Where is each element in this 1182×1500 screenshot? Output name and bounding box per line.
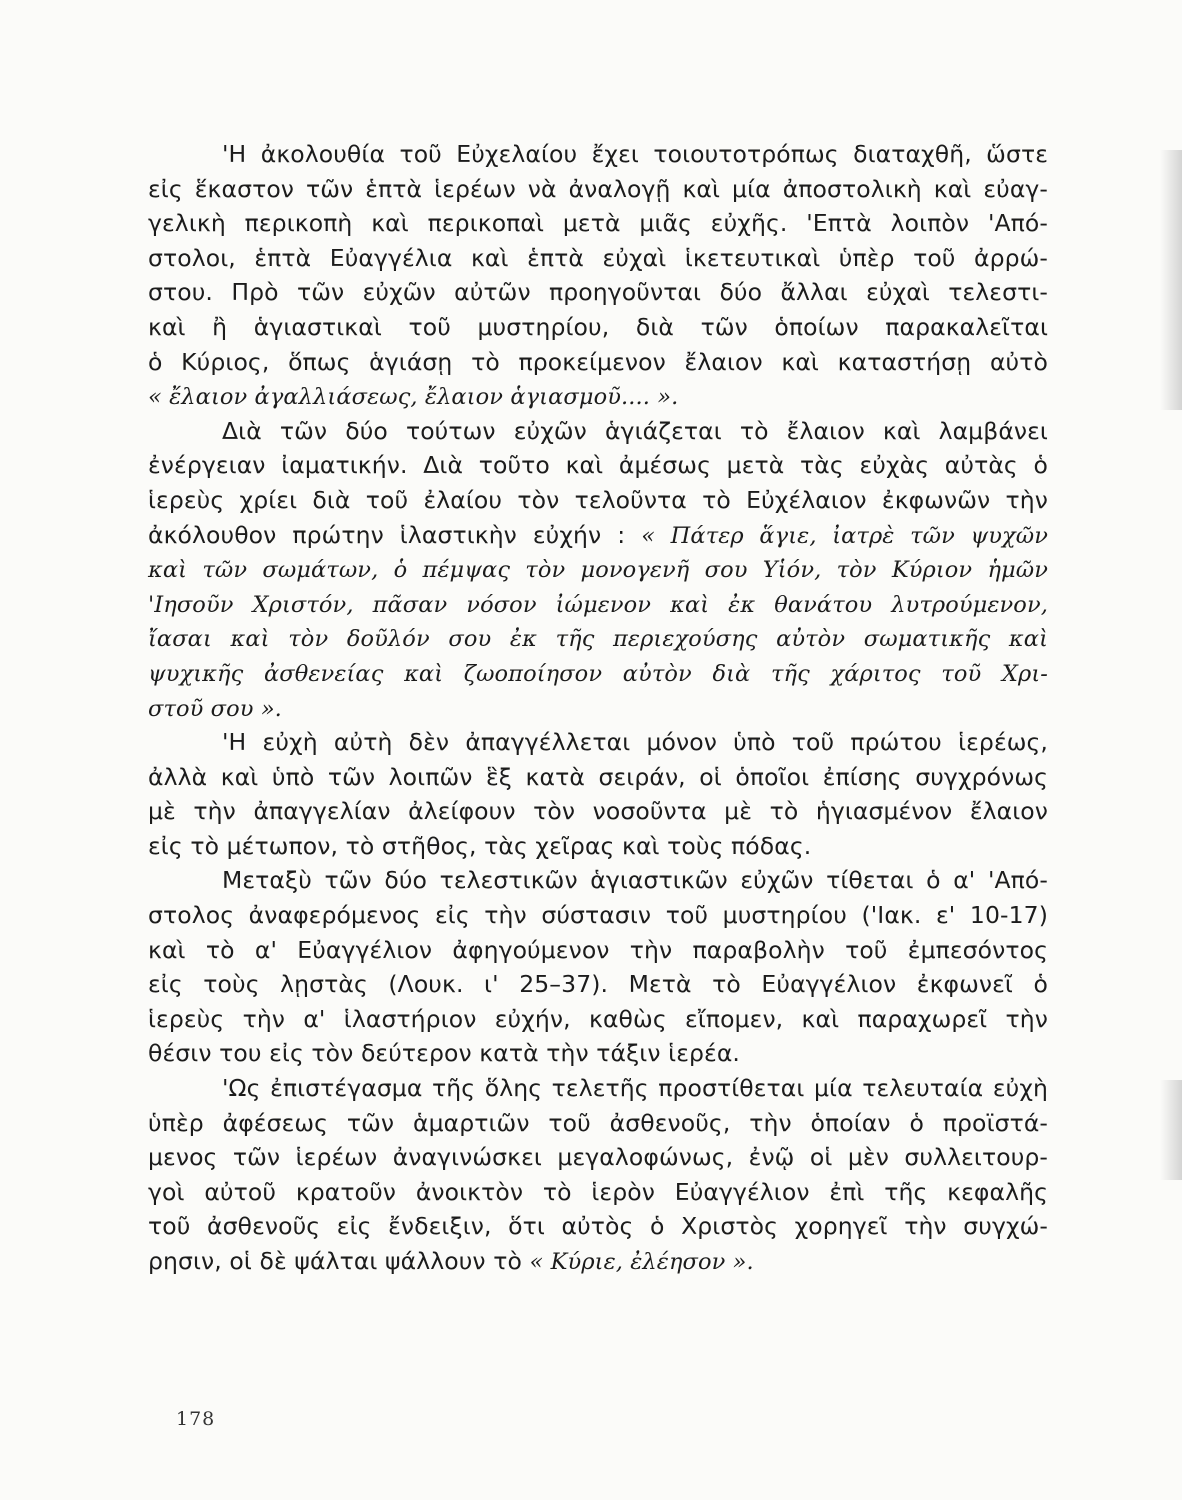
text-line <box>148 275 1048 310</box>
line-text: ἱερεὺς τὴν α' ἱλαστήριον εὐχήν, καθὼς εἴπομεν, καὶ παραχωρεῖ τὴν <box>148 1004 1048 1033</box>
scan-edge-shadow-bottom <box>1160 1080 1182 1180</box>
text-line <box>148 414 1048 449</box>
text-line <box>148 725 1048 760</box>
text-line <box>148 1071 1048 1106</box>
text-line <box>148 1036 1048 1071</box>
line-text: ρησιν, οἱ δὲ ψάλται ψάλλουν τὸ <box>148 1247 530 1275</box>
line-text: ὁ Κύριος, ὅπως ἁγιάσῃ τὸ προκείμενον ἔλαιον καὶ καταστήσῃ αὐτὸ <box>148 347 1048 376</box>
text-line <box>148 345 1048 380</box>
text-line <box>148 448 1048 483</box>
line-text: ἀκόλουθον πρώτην ἱλαστικὴν εὐχήν : <box>148 520 642 549</box>
line-text: εἰς ἕκαστον τῶν ἑπτὰ ἱερέων νὰ ἀναλογῇ καὶ μία ἀποστολικὴ καὶ εὐαγ- <box>148 174 1048 203</box>
line-text: ἀλλὰ καὶ ὑπὸ τῶν λοιπῶν ἓξ κατὰ σειράν, οἱ ὁποῖοι ἐπίσης συγχρόνως <box>148 762 1048 791</box>
quoted-prayer-text: 'Ιησοῦν Χριστόν, πᾶσαν νόσον ἰώμενον καὶ ἐκ θανάτου λυτρούμενον, <box>148 591 1048 618</box>
text-line <box>148 1175 1048 1210</box>
quoted-prayer-text: « Πάτερ ἅγιε, ἰατρὲ τῶν ψυχῶν <box>641 522 1048 549</box>
text-line <box>148 1209 1048 1244</box>
text-line <box>148 898 1048 933</box>
quoted-prayer-text: « ἔλαιον ἀγαλλιάσεως, ἔλαιον ἁγιασμοῦ.... ». <box>148 384 679 411</box>
line-text: 'Η ἀκολουθία τοῦ Εὐχελαίου ἔχει τοιουτοτρόπως διαταχθῆ, ὥστε <box>222 140 1048 168</box>
text-line <box>148 1002 1048 1037</box>
text-line <box>148 760 1048 795</box>
quoted-prayer-text: καὶ τῶν σωμάτων, ὁ πέμψας τὸν μονογενῆ σου Υἱόν, τὸν Κύριον ἡμῶν <box>148 557 1048 584</box>
line-text: μενος τῶν ἱερέων ἀναγινώσκει μεγαλοφώνως, ἐνῷ οἱ μὲν συλλειτουρ- <box>148 1143 1048 1172</box>
text-line <box>148 656 1048 691</box>
line-text: θέσιν του εἰς τὸν δεύτερον κατὰ τὴν τάξιν ἱερέα. <box>148 1039 740 1068</box>
text-line <box>148 794 1048 829</box>
text-line <box>148 1106 1048 1141</box>
line-text: ἐνέργειαν ἰαματικήν. Διὰ τοῦτο καὶ ἀμέσως μετὰ τὰς εὐχὰς αὐτὰς ὁ <box>148 451 1048 480</box>
line-text: ἱερεὺς χρίει διὰ τοῦ ἐλαίου τὸν τελοῦντα τὸ Εὐχέλαιον ἐκφωνῶν τὴν <box>148 485 1048 514</box>
line-text: Διὰ τῶν δύο τούτων εὐχῶν ἁγιάζεται τὸ ἔλαιον καὶ λαμβάνει <box>222 416 1048 445</box>
line-text: καὶ τὸ α' Εὐαγγέλιον ἀφηγούμενον τὴν παραβολὴν τοῦ ἐμπεσόντος <box>148 935 1048 964</box>
text-line <box>148 1244 1048 1279</box>
line-text: στολοι, ἑπτὰ Εὐαγγέλια καὶ ἑπτὰ εὐχαὶ ἱκετευτικαὶ ὑπὲρ τοῦ ἀρρώ- <box>148 243 1048 272</box>
line-text: εἰς τὸ μέτωπον, τὸ στῆθος, τὰς χεῖρας καὶ τοὺς πόδας. <box>148 831 812 860</box>
text-line <box>148 691 1048 726</box>
text-line <box>148 310 1048 345</box>
line-text: στολος ἀναφερόμενος εἰς τὴν σύστασιν τοῦ μυστηρίου ('Ιακ. ε' 10-17) <box>148 901 1048 930</box>
scan-edge-shadow-top <box>1160 150 1182 410</box>
line-text: γελικὴ περικοπὴ καὶ περικοπαὶ μετὰ μιᾶς εὐχῆς. 'Επτὰ λοιπὸν 'Από- <box>148 209 1048 238</box>
text-line <box>148 241 1048 276</box>
line-text: τοῦ ἀσθενοῦς εἰς ἔνδειξιν, ὅτι αὐτὸς ὁ Χριστὸς χορηγεῖ τὴν συγχώ- <box>148 1212 1048 1241</box>
text-line <box>148 829 1048 864</box>
text-line <box>148 379 1048 414</box>
text-line <box>148 587 1048 622</box>
line-text: στου. Πρὸ τῶν εὐχῶν αὐτῶν προηγοῦνται δύο ἄλλαι εὐχαὶ τελεστι- <box>148 278 1048 307</box>
text-line <box>148 137 1048 172</box>
text-line <box>148 483 1048 518</box>
page-number: 178 <box>176 1408 216 1430</box>
text-line <box>148 1140 1048 1175</box>
text-line <box>148 552 1048 587</box>
line-text: μὲ τὴν ἀπαγγελίαν ἀλείφουν τὸν νοσοῦντα μὲ τὸ ἡγιασμένον ἔλαιον <box>148 797 1048 826</box>
text-line <box>148 863 1048 898</box>
line-text: γοὶ αὐτοῦ κρατοῦν ἀνοικτὸν τὸ ἱερὸν Εὐαγγέλιον ἐπὶ τῆς κεφαλῆς <box>148 1177 1048 1206</box>
line-text: 'Η εὐχὴ αὐτὴ δὲν ἀπαγγέλλεται μόνον ὑπὸ τοῦ πρώτου ἱερέως, <box>222 728 1048 757</box>
body-text <box>148 137 1048 1279</box>
text-line <box>148 206 1048 241</box>
line-text: ὑπὲρ ἀφέσεως τῶν ἁμαρτιῶν τοῦ ἀσθενοῦς, τὴν ὁποίαν ὁ προϊστά- <box>148 1108 1048 1137</box>
text-line <box>148 621 1048 656</box>
line-text: εἰς τοὺς λῃστὰς (Λουκ. ι' 25–37). Μετὰ τὸ Εὐαγγέλιον ἐκφωνεῖ ὁ <box>148 970 1048 999</box>
quoted-prayer-text: ψυχικῆς ἀσθενείας καὶ ζωοποίησον αὐτὸν διὰ τῆς χάριτος τοῦ Χρι- <box>148 660 1048 687</box>
line-text: καὶ ἢ ἁγιαστικαὶ τοῦ μυστηρίου, διὰ τῶν ὁποίων παρακαλεῖται <box>148 312 1048 341</box>
text-line <box>148 518 1048 553</box>
quoted-prayer-text: « Κύριε, ἐλέησον ». <box>529 1249 754 1275</box>
line-text: Μεταξὺ τῶν δύο τελεστικῶν ἁγιαστικῶν εὐχῶν τίθεται ὁ α' 'Από- <box>222 866 1048 895</box>
line-text: 'Ως ἐπιστέγασμα τῆς ὅλης τελετῆς προστίθεται μία τελευταία εὐχὴ <box>222 1074 1048 1103</box>
text-line <box>148 172 1048 207</box>
text-line <box>148 967 1048 1002</box>
quoted-prayer-text: στοῦ σου ». <box>148 695 282 722</box>
quoted-prayer-text: ἴασαι καὶ τὸν δοῦλόν σου ἐκ τῆς περιεχούσης αὐτὸν σωματικῆς καὶ <box>148 626 1048 653</box>
text-line <box>148 933 1048 968</box>
